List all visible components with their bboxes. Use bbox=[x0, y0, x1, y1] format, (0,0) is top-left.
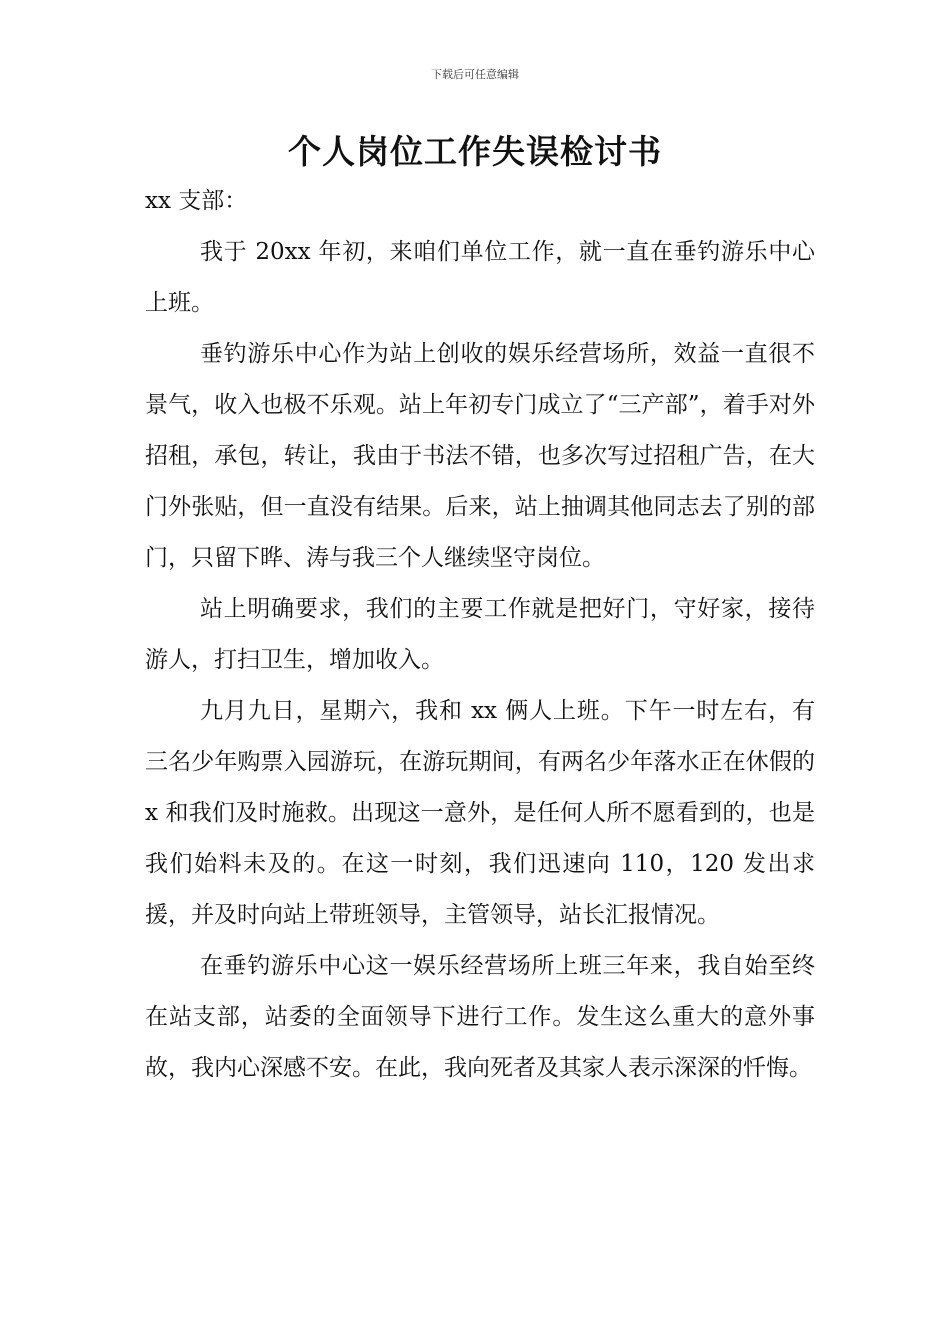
paragraph: 九月九日，星期六，我和 xx 俩人上班。下午一时左右，有三名少年购票入园游玩，在游玩期间，有两名少年落水正在休假的 x 和我们及时施救。出现这一意外，是任何人所不愿看到的，也是我们始料未及的。在这一时刻，我们迅速向 110，120 发出求援，并及时向站上带班领导，主管领导，站长汇报情况。 bbox=[145, 698, 815, 928]
paragraph: 站上明确要求，我们的主要工作就是把好门，守好家，接待游人，打扫卫生，增加收入。 bbox=[145, 596, 815, 673]
paragraph: 在垂钓游乐中心这一娱乐经营场所上班三年来，我自始至终在站支部，站委的全面领导下进行工作。发生这么重大的意外事故，我内心深感不安。在此，我向死者及其家人表示深深的忏悔。 bbox=[145, 953, 815, 1081]
paragraph: 垂钓游乐中心作为站上创收的娱乐经营场所，效益一直很不景气，收入也极不乐观。站上年初专门成立了“三产部”，着手对外招租，承包，转让，我由于书法不错，也多次写过招租广告，在大门外张贴，但一直没有结果。后来，站上抽调其他同志去了别的部门，只留下晔、涛与我三个人继续坚守岗位。 bbox=[145, 341, 815, 571]
header-note: 下载后可任意编辑 bbox=[431, 68, 519, 81]
paragraph: 我于 20xx 年初，来咱们单位工作，就一直在垂钓游乐中心上班。 bbox=[145, 239, 815, 316]
salutation: xx 支部： bbox=[145, 188, 248, 214]
document-body bbox=[145, 176, 815, 1094]
document-title: 个人岗位工作失误检讨书 bbox=[288, 132, 662, 171]
